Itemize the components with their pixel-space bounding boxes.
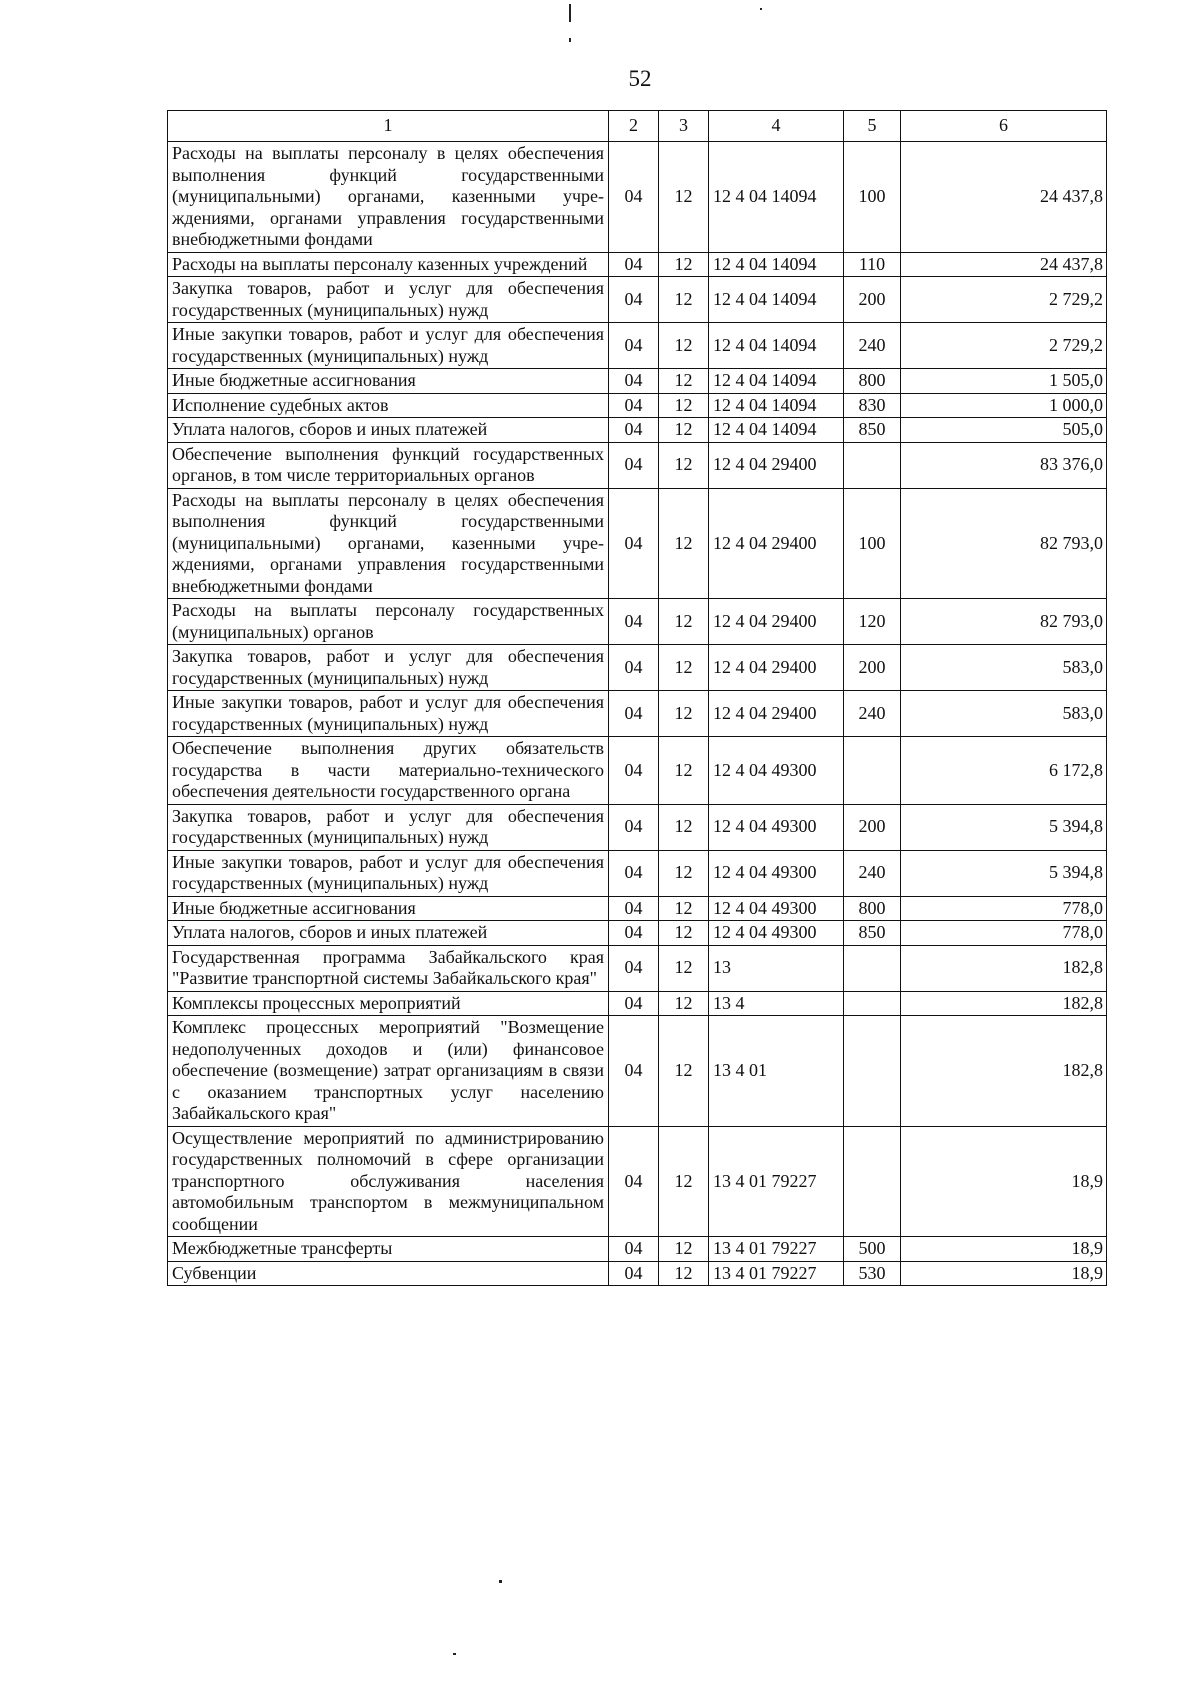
row-name-cell: Иные закупки товаров, работ и услуг для обеспечения государственных (муниципальных) нужд bbox=[168, 323, 609, 369]
row-name-cell: Расходы на выплаты персоналу казенных учреждений bbox=[168, 252, 609, 277]
row-section-cell: 04 bbox=[609, 921, 659, 946]
row-name-cell: Обеспечение выполнения других обязательств государства в части материально-технического обеспечения деятельности государственного органа bbox=[168, 737, 609, 805]
row-section-cell: 04 bbox=[609, 252, 659, 277]
row-expense-type-cell: 200 bbox=[844, 804, 901, 850]
row-subsection-cell: 12 bbox=[659, 369, 709, 394]
row-name-cell: Обеспечение выполнения функций государственных органов, в том числе территориальных органов bbox=[168, 442, 609, 488]
row-section-cell: 04 bbox=[609, 737, 659, 805]
row-target-article-cell: 12 4 04 14094 bbox=[709, 369, 844, 394]
row-name-cell: Иные закупки товаров, работ и услуг для обеспечения государственных (муниципальных) нужд bbox=[168, 691, 609, 737]
row-amount-cell: 83 376,0 bbox=[901, 442, 1107, 488]
row-name-cell: Уплата налогов, сборов и иных платежей bbox=[168, 418, 609, 443]
table-row bbox=[168, 323, 1107, 369]
row-expense-type-cell: 500 bbox=[844, 1237, 901, 1262]
row-target-article-cell: 13 4 01 79227 bbox=[709, 1126, 844, 1237]
row-subsection-cell: 12 bbox=[659, 393, 709, 418]
row-target-article-cell: 12 4 04 29400 bbox=[709, 691, 844, 737]
row-name-cell: Расходы на выплаты персоналу в целях обеспечения выполнения функций государственными (муниципальными) органами, казенными учреждениями, органами управления государственными внебюджетными фондами bbox=[168, 488, 609, 599]
table-row bbox=[168, 1016, 1107, 1127]
row-amount-cell: 6 172,8 bbox=[901, 737, 1107, 805]
table-row bbox=[168, 369, 1107, 394]
row-section-cell: 04 bbox=[609, 442, 659, 488]
row-subsection-cell: 12 bbox=[659, 691, 709, 737]
row-section-cell: 04 bbox=[609, 1261, 659, 1286]
row-target-article-cell: 12 4 04 14094 bbox=[709, 418, 844, 443]
row-section-cell: 04 bbox=[609, 1237, 659, 1262]
row-section-cell: 04 bbox=[609, 945, 659, 991]
table-body bbox=[168, 142, 1107, 1286]
row-target-article-cell: 12 4 04 49300 bbox=[709, 804, 844, 850]
row-section-cell: 04 bbox=[609, 991, 659, 1016]
row-expense-type-cell bbox=[844, 1016, 901, 1127]
row-target-article-cell: 12 4 04 49300 bbox=[709, 921, 844, 946]
row-target-article-cell: 12 4 04 29400 bbox=[709, 599, 844, 645]
row-target-article-cell: 12 4 04 29400 bbox=[709, 488, 844, 599]
row-target-article-cell: 12 4 04 14094 bbox=[709, 142, 844, 253]
table-row bbox=[168, 1261, 1107, 1286]
header-cell-5: 5 bbox=[844, 111, 901, 142]
row-amount-cell: 583,0 bbox=[901, 691, 1107, 737]
row-expense-type-cell: 830 bbox=[844, 393, 901, 418]
row-subsection-cell: 12 bbox=[659, 418, 709, 443]
row-expense-type-cell: 100 bbox=[844, 142, 901, 253]
row-target-article-cell: 13 bbox=[709, 945, 844, 991]
header-cell-3: 3 bbox=[659, 111, 709, 142]
row-subsection-cell: 12 bbox=[659, 488, 709, 599]
scan-mark-dot bbox=[569, 38, 571, 42]
row-expense-type-cell bbox=[844, 991, 901, 1016]
row-name-cell: Комплексы процессных мероприятий bbox=[168, 991, 609, 1016]
row-amount-cell: 182,8 bbox=[901, 1016, 1107, 1127]
row-amount-cell: 2 729,2 bbox=[901, 323, 1107, 369]
row-section-cell: 04 bbox=[609, 393, 659, 418]
table-row bbox=[168, 945, 1107, 991]
row-name-cell: Государственная программа Забайкальского края "Развитие транспортной системы Забайкальского края" bbox=[168, 945, 609, 991]
row-target-article-cell: 13 4 01 79227 bbox=[709, 1237, 844, 1262]
row-amount-cell: 5 394,8 bbox=[901, 804, 1107, 850]
row-amount-cell: 82 793,0 bbox=[901, 599, 1107, 645]
table-row bbox=[168, 442, 1107, 488]
row-amount-cell: 778,0 bbox=[901, 896, 1107, 921]
row-amount-cell: 505,0 bbox=[901, 418, 1107, 443]
row-amount-cell: 182,8 bbox=[901, 991, 1107, 1016]
header-cell-4: 4 bbox=[709, 111, 844, 142]
row-expense-type-cell: 800 bbox=[844, 369, 901, 394]
row-name-cell: Иные бюджетные ассигнования bbox=[168, 896, 609, 921]
row-name-cell: Иные закупки товаров, работ и услуг для обеспечения государственных (муниципальных) нужд bbox=[168, 850, 609, 896]
row-subsection-cell: 12 bbox=[659, 921, 709, 946]
row-name-cell: Субвенции bbox=[168, 1261, 609, 1286]
table-row bbox=[168, 418, 1107, 443]
row-section-cell: 04 bbox=[609, 418, 659, 443]
scan-mark-dot bbox=[499, 1580, 502, 1583]
row-subsection-cell: 12 bbox=[659, 252, 709, 277]
table-row bbox=[168, 850, 1107, 896]
table-row bbox=[168, 991, 1107, 1016]
table-row bbox=[168, 921, 1107, 946]
row-subsection-cell: 12 bbox=[659, 1237, 709, 1262]
table-row bbox=[168, 804, 1107, 850]
row-expense-type-cell bbox=[844, 442, 901, 488]
row-section-cell: 04 bbox=[609, 896, 659, 921]
header-cell-1: 1 bbox=[168, 111, 609, 142]
row-section-cell: 04 bbox=[609, 645, 659, 691]
row-section-cell: 04 bbox=[609, 1126, 659, 1237]
row-target-article-cell: 13 4 01 bbox=[709, 1016, 844, 1127]
row-expense-type-cell: 240 bbox=[844, 323, 901, 369]
row-subsection-cell: 12 bbox=[659, 1016, 709, 1127]
row-subsection-cell: 12 bbox=[659, 991, 709, 1016]
row-target-article-cell: 12 4 04 49300 bbox=[709, 737, 844, 805]
row-expense-type-cell: 110 bbox=[844, 252, 901, 277]
row-amount-cell: 18,9 bbox=[901, 1237, 1107, 1262]
table-row bbox=[168, 896, 1107, 921]
row-section-cell: 04 bbox=[609, 488, 659, 599]
row-amount-cell: 18,9 bbox=[901, 1261, 1107, 1286]
table-row bbox=[168, 142, 1107, 253]
row-target-article-cell: 12 4 04 14094 bbox=[709, 323, 844, 369]
row-expense-type-cell: 800 bbox=[844, 896, 901, 921]
row-name-cell: Расходы на выплаты персоналу в целях обеспечения выполнения функций государственными (муниципальными) органами, казенными учреждениями, органами управления государственными внебюджетными фондами bbox=[168, 142, 609, 253]
row-target-article-cell: 13 4 bbox=[709, 991, 844, 1016]
row-expense-type-cell: 240 bbox=[844, 691, 901, 737]
row-section-cell: 04 bbox=[609, 277, 659, 323]
scan-mark-top-line bbox=[569, 4, 571, 22]
row-target-article-cell: 12 4 04 14094 bbox=[709, 277, 844, 323]
table-row bbox=[168, 393, 1107, 418]
row-name-cell: Иные бюджетные ассигнования bbox=[168, 369, 609, 394]
scan-mark-dot bbox=[760, 8, 762, 10]
row-amount-cell: 24 437,8 bbox=[901, 142, 1107, 253]
row-expense-type-cell: 530 bbox=[844, 1261, 901, 1286]
row-target-article-cell: 12 4 04 49300 bbox=[709, 850, 844, 896]
table-row bbox=[168, 645, 1107, 691]
row-subsection-cell: 12 bbox=[659, 599, 709, 645]
header-cell-2: 2 bbox=[609, 111, 659, 142]
budget-table bbox=[167, 110, 1107, 1286]
row-expense-type-cell bbox=[844, 945, 901, 991]
row-subsection-cell: 12 bbox=[659, 277, 709, 323]
row-expense-type-cell: 120 bbox=[844, 599, 901, 645]
table-row bbox=[168, 277, 1107, 323]
row-amount-cell: 778,0 bbox=[901, 921, 1107, 946]
table-row bbox=[168, 599, 1107, 645]
row-amount-cell: 583,0 bbox=[901, 645, 1107, 691]
row-expense-type-cell bbox=[844, 1126, 901, 1237]
table-row bbox=[168, 737, 1107, 805]
row-name-cell: Исполнение судебных актов bbox=[168, 393, 609, 418]
row-target-article-cell: 12 4 04 29400 bbox=[709, 645, 844, 691]
row-name-cell: Расходы на выплаты персоналу государственных (муниципальных) органов bbox=[168, 599, 609, 645]
row-subsection-cell: 12 bbox=[659, 896, 709, 921]
row-expense-type-cell: 850 bbox=[844, 418, 901, 443]
row-section-cell: 04 bbox=[609, 599, 659, 645]
row-section-cell: 04 bbox=[609, 323, 659, 369]
row-section-cell: 04 bbox=[609, 804, 659, 850]
row-subsection-cell: 12 bbox=[659, 645, 709, 691]
row-amount-cell: 1 505,0 bbox=[901, 369, 1107, 394]
row-amount-cell: 82 793,0 bbox=[901, 488, 1107, 599]
header-row bbox=[168, 111, 1107, 142]
row-amount-cell: 2 729,2 bbox=[901, 277, 1107, 323]
row-section-cell: 04 bbox=[609, 1016, 659, 1127]
table-row bbox=[168, 1126, 1107, 1237]
row-subsection-cell: 12 bbox=[659, 1261, 709, 1286]
row-section-cell: 04 bbox=[609, 142, 659, 253]
row-subsection-cell: 12 bbox=[659, 737, 709, 805]
row-subsection-cell: 12 bbox=[659, 804, 709, 850]
row-name-cell: Межбюджетные трансферты bbox=[168, 1237, 609, 1262]
page-number: 52 bbox=[628, 66, 652, 91]
row-amount-cell: 1 000,0 bbox=[901, 393, 1107, 418]
row-expense-type-cell: 100 bbox=[844, 488, 901, 599]
table-row bbox=[168, 1237, 1107, 1262]
row-name-cell: Осуществление мероприятий по администрированию государственных полномочий в сфере организации транспортного обслуживания населения автомобильным транспортом в межмуниципальном сообщении bbox=[168, 1126, 609, 1237]
row-subsection-cell: 12 bbox=[659, 323, 709, 369]
row-expense-type-cell bbox=[844, 737, 901, 805]
row-section-cell: 04 bbox=[609, 369, 659, 394]
row-amount-cell: 18,9 bbox=[901, 1126, 1107, 1237]
row-name-cell: Закупка товаров, работ и услуг для обеспечения государственных (муниципальных) нужд bbox=[168, 277, 609, 323]
row-expense-type-cell: 240 bbox=[844, 850, 901, 896]
row-expense-type-cell: 850 bbox=[844, 921, 901, 946]
row-name-cell: Уплата налогов, сборов и иных платежей bbox=[168, 921, 609, 946]
row-target-article-cell: 13 4 01 79227 bbox=[709, 1261, 844, 1286]
row-expense-type-cell: 200 bbox=[844, 645, 901, 691]
row-expense-type-cell: 200 bbox=[844, 277, 901, 323]
table-row bbox=[168, 252, 1107, 277]
row-subsection-cell: 12 bbox=[659, 945, 709, 991]
row-subsection-cell: 12 bbox=[659, 142, 709, 253]
header-cell-6: 6 bbox=[901, 111, 1107, 142]
row-target-article-cell: 12 4 04 49300 bbox=[709, 896, 844, 921]
scan-mark-dot bbox=[453, 1653, 456, 1655]
row-name-cell: Закупка товаров, работ и услуг для обеспечения государственных (муниципальных) нужд bbox=[168, 645, 609, 691]
row-name-cell: Закупка товаров, работ и услуг для обеспечения государственных (муниципальных) нужд bbox=[168, 804, 609, 850]
row-section-cell: 04 bbox=[609, 850, 659, 896]
row-subsection-cell: 12 bbox=[659, 1126, 709, 1237]
table-row bbox=[168, 488, 1107, 599]
row-subsection-cell: 12 bbox=[659, 442, 709, 488]
row-name-cell: Комплекс процессных мероприятий "Возмещение недополученных доходов и (или) финансовое обеспечение (возмещение) затрат организациям в связи с оказанием транспортных услуг населению Забайкальского края" bbox=[168, 1016, 609, 1127]
row-amount-cell: 5 394,8 bbox=[901, 850, 1107, 896]
row-amount-cell: 182,8 bbox=[901, 945, 1107, 991]
row-target-article-cell: 12 4 04 14094 bbox=[709, 252, 844, 277]
row-target-article-cell: 12 4 04 14094 bbox=[709, 393, 844, 418]
row-subsection-cell: 12 bbox=[659, 850, 709, 896]
row-amount-cell: 24 437,8 bbox=[901, 252, 1107, 277]
row-target-article-cell: 12 4 04 29400 bbox=[709, 442, 844, 488]
row-section-cell: 04 bbox=[609, 691, 659, 737]
table-row bbox=[168, 691, 1107, 737]
